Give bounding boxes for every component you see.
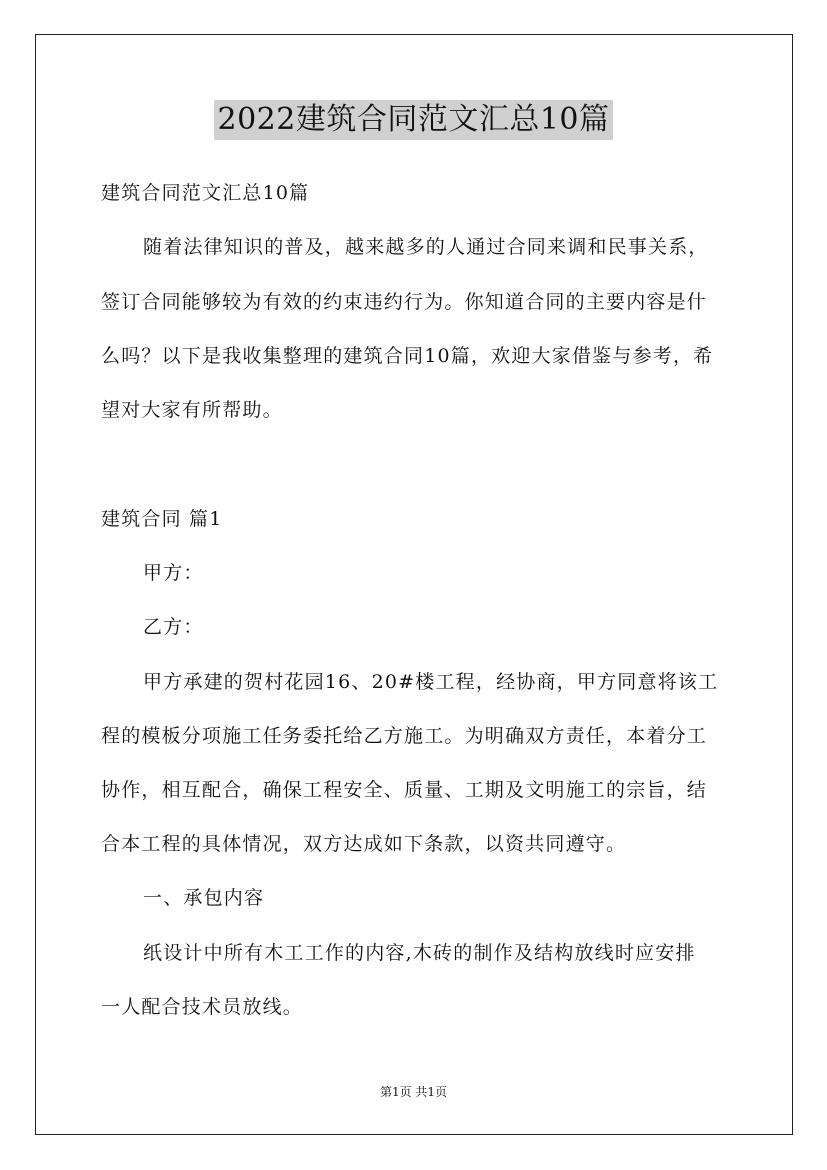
intro-line-4: 望对大家有所帮助。 <box>101 399 283 421</box>
clause-line-1: 纸设计中所有木工工作的内容,木砖的制作及结构放线时应安排 <box>143 942 696 964</box>
body-line-2: 程的模板分项施工任务委托给乙方施工。为明确双方责任，本着分工 <box>101 725 708 747</box>
body-line-1: 甲方承建的贺村花园16、20#楼工程，经协商，甲方同意将该工 <box>143 671 719 693</box>
title-container <box>0 100 827 140</box>
body-line-4: 合本工程的具体情况，双方达成如下条款，以资共同遵守。 <box>101 833 627 855</box>
clause-line-2: 一人配合技术员放线。 <box>101 996 304 1018</box>
document-title: 2022建筑合同范文汇总10篇 <box>214 100 612 140</box>
document-subtitle: 建筑合同范文汇总10篇 <box>101 182 310 204</box>
body-line-3: 协作，相互配合，确保工程安全、质量、工期及文明施工的宗旨，结 <box>101 779 708 801</box>
clause-heading: 一、承包内容 <box>143 887 265 909</box>
party-b-label: 乙方： <box>143 616 204 638</box>
section-heading: 建筑合同 篇1 <box>101 508 223 530</box>
page-footer: 第1页 共1页 <box>379 1085 448 1099</box>
intro-line-3: 么吗？以下是我收集整理的建筑合同10篇，欢迎大家借鉴与参考，希 <box>101 345 714 367</box>
party-a-label: 甲方： <box>143 562 204 584</box>
intro-line-1: 随着法律知识的普及，越来越多的人通过合同来调和民事关系， <box>143 236 709 258</box>
intro-line-2: 签订合同能够较为有效的约束违约行为。你知道合同的主要内容是什 <box>101 291 708 313</box>
